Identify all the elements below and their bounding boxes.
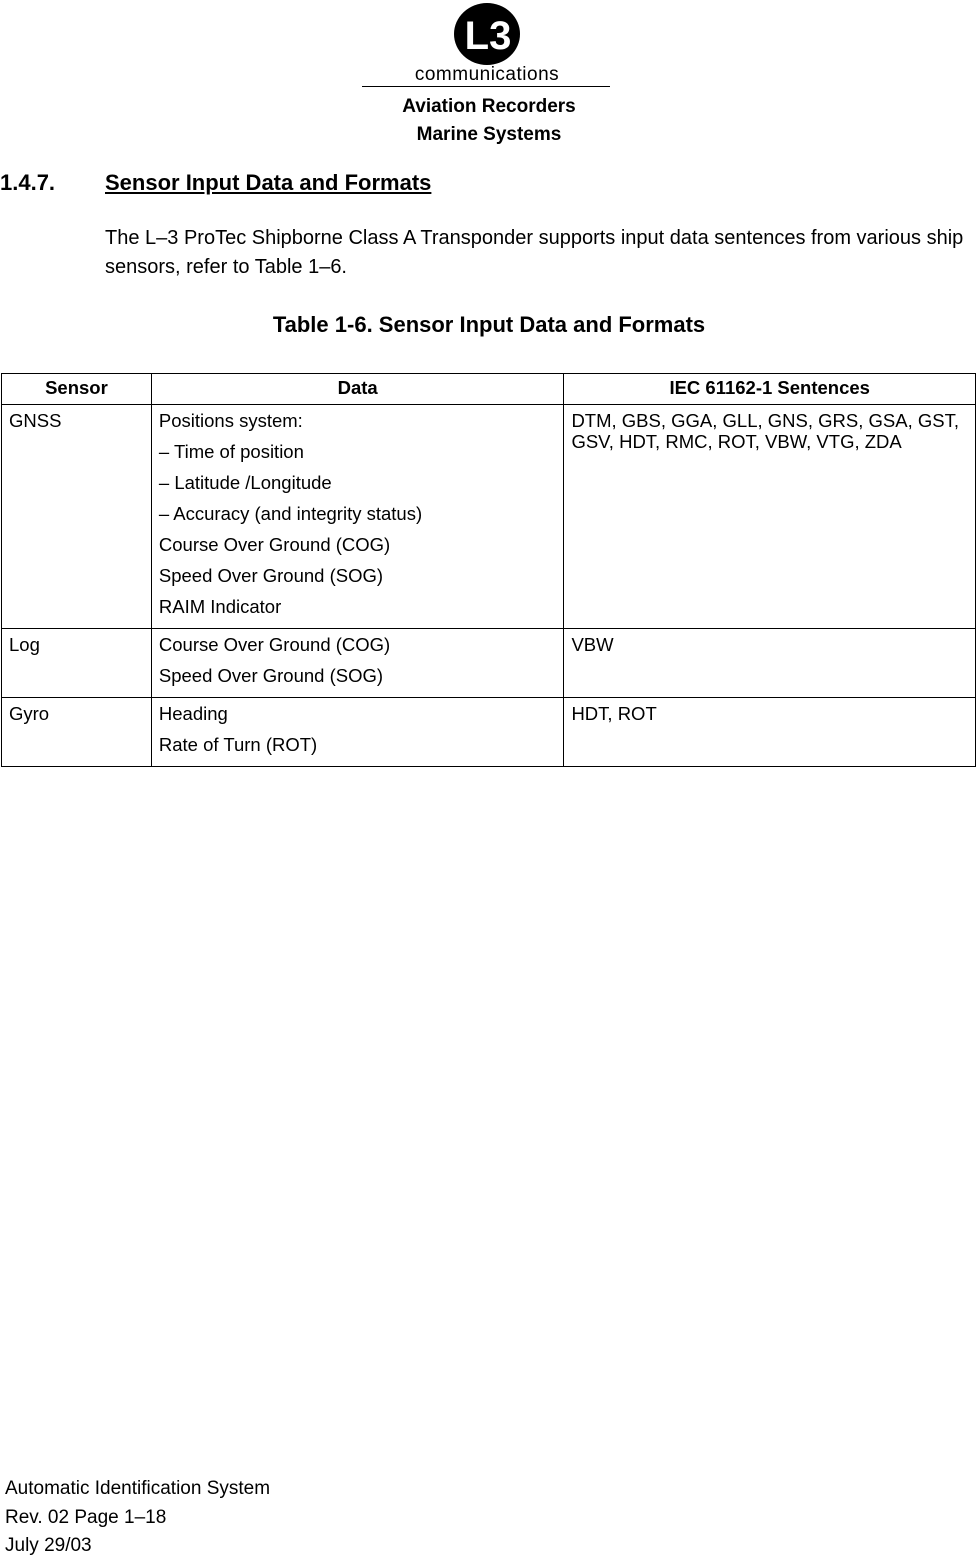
iec-cell: HDT, ROT <box>564 698 976 767</box>
data-line: Positions system: <box>158 410 303 431</box>
data-line: Speed Over Ground (SOG) <box>158 665 384 686</box>
sensor-table <box>1 373 976 767</box>
data-cell <box>151 405 564 629</box>
data-line: Course Over Ground (COG) <box>158 534 391 555</box>
section-number: 1.4.7. <box>0 170 56 195</box>
data-line: – Latitude /Longitude <box>158 472 332 493</box>
footer-doc-title: Automatic Identification System <box>5 1478 271 1499</box>
data-line: – Accuracy (and integrity status) <box>158 503 423 524</box>
header-sensor: Sensor <box>2 374 152 405</box>
data-line: Course Over Ground (COG) <box>158 634 391 655</box>
table-row <box>2 629 976 698</box>
iec-cell: DTM, GBS, GGA, GLL, GNS, GRS, GSA, GST, GSV, HDT, RMC, ROT, VBW, VTG, ZDA <box>564 405 976 629</box>
data-line: – Time of position <box>158 441 304 462</box>
section-title: Sensor Input Data and Formats <box>105 170 432 195</box>
sensor-cell: Gyro <box>2 698 152 767</box>
table-row <box>2 405 976 629</box>
l3-logo-mark <box>452 2 522 66</box>
sensor-cell: Log <box>2 629 152 698</box>
company-logo <box>362 2 612 86</box>
division-line-1: Aviation Recorders <box>402 96 576 117</box>
table-header-row <box>2 374 976 405</box>
sensor-cell: GNSS <box>2 405 152 629</box>
table-row <box>2 698 976 767</box>
iec-cell: VBW <box>564 629 976 698</box>
logo-mark-text: L3 <box>464 14 512 58</box>
data-line: Speed Over Ground (SOG) <box>158 565 384 586</box>
logo-wordmark: communications <box>414 64 560 85</box>
division-line-2: Marine Systems <box>416 124 562 145</box>
company-division <box>0 93 978 149</box>
table-caption: Table 1-6. Sensor Input Data and Formats <box>272 312 706 337</box>
header-data: Data <box>151 374 564 405</box>
data-cell <box>151 629 564 698</box>
data-line: Heading <box>158 703 228 724</box>
logo-rule <box>362 86 610 87</box>
footer-date: July 29/03 <box>5 1535 92 1556</box>
data-cell <box>151 698 564 767</box>
footer-page-number: Rev. 02 Page 1–18 <box>5 1506 167 1528</box>
page-footer <box>5 1475 270 1561</box>
section-body: The L–3 ProTec Shipborne Class A Transponder supports input data sentences from various ship sensors, refer to Table 1–6. <box>105 227 964 278</box>
data-line: RAIM Indicator <box>158 596 282 617</box>
data-line: Rate of Turn (ROT) <box>158 734 318 755</box>
header-iec: IEC 61162-1 Sentences <box>564 374 976 405</box>
